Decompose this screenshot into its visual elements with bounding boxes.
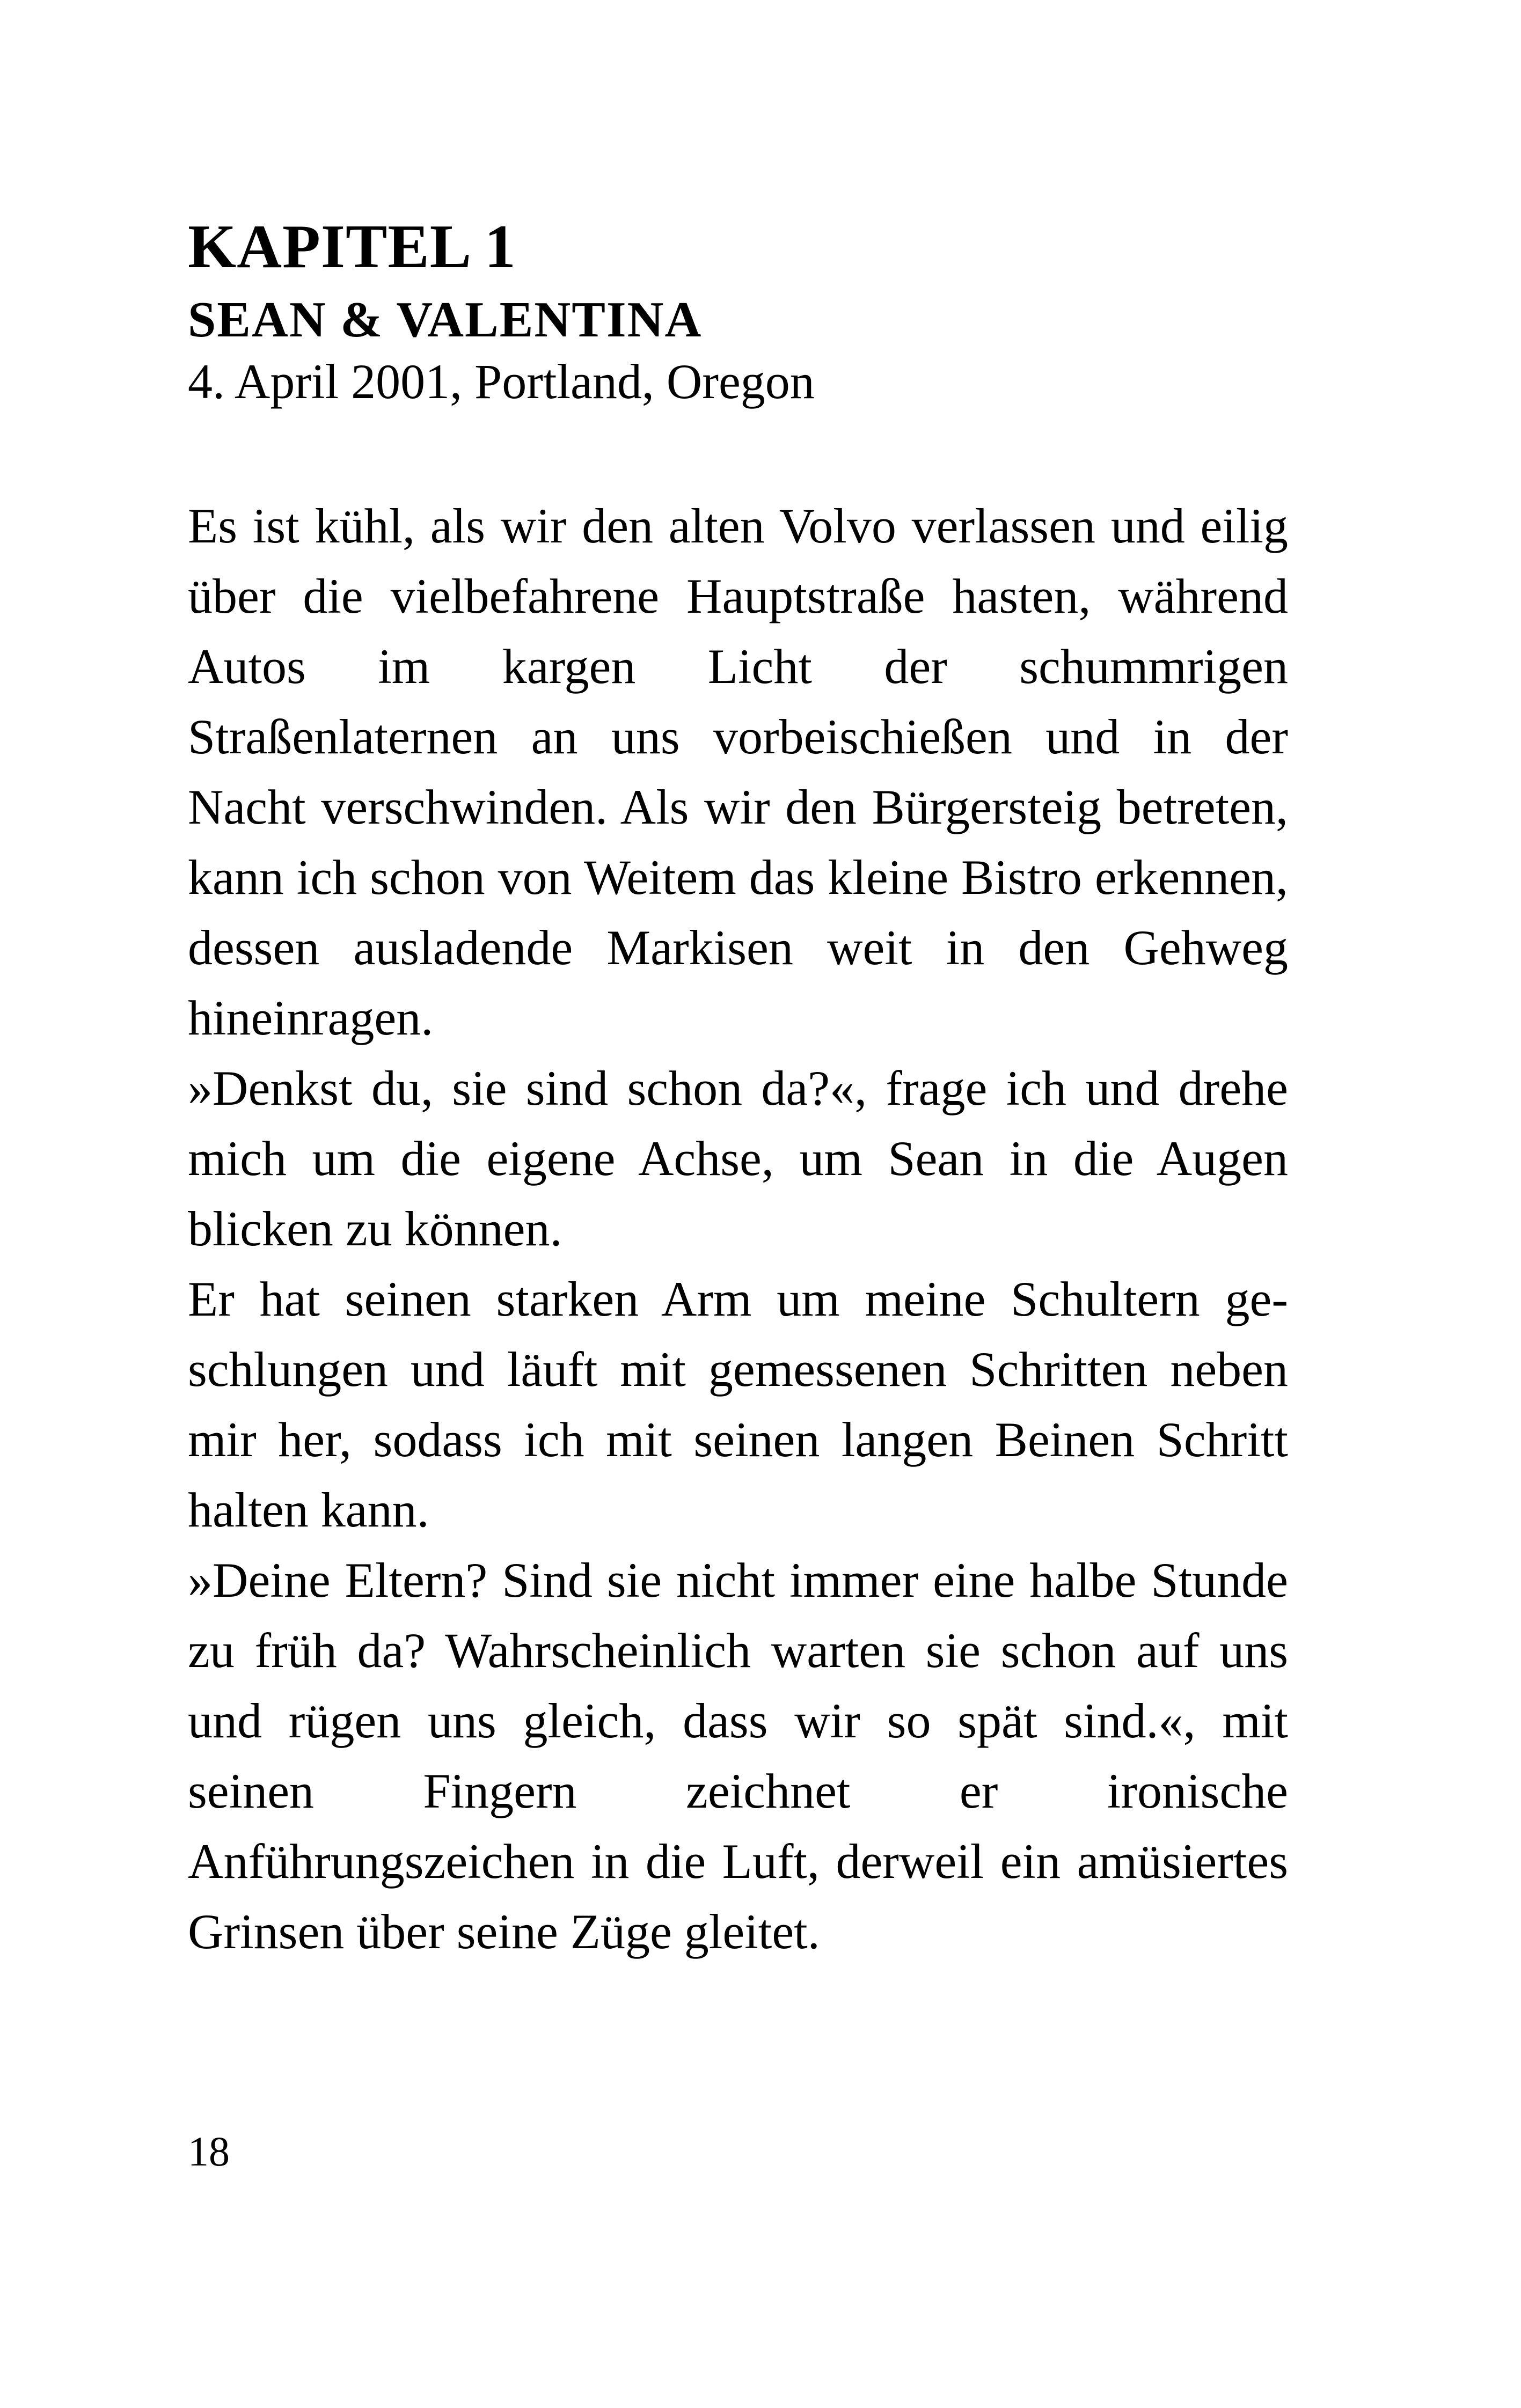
paragraph: Es ist kühl, als wir den alten Volvo verlassen und eilig über die vielbefahrene Hauptstraße hasten, während Autos im kargen Licht der schummrigen Straßenlaternen an uns vorbeischießen und in der Nacht verschwinden. Als wir den Bürgersteig betreten, kann ich schon von Weitem das kleine Bistro erkennen, dessen ausladende Markisen weit in den Gehweg hineinragen. [188, 498, 1288, 1045]
page-number: 18 [188, 2128, 230, 2175]
paragraph: »Deine Eltern? Sind sie nicht immer eine halbe Stunde zu früh da? Wahrscheinlich warten sie schon auf uns und rügen uns gleich, dass wir so spät sind.«, mit seinen Fingern zeichnet er ironische Anführungszeichen in die Luft, derweil ein amüsiertes Grinsen über seine Züge gleitet. [188, 1553, 1288, 1959]
paragraph: Er hat seinen starken Arm um meine Schultern geschlungen und läuft mit gemessenen Schritten neben mir her, sodass ich mit seinen langen Beinen Schritt halten kann. [188, 1272, 1288, 1537]
chapter-number: KAPITEL 1 [188, 212, 516, 281]
chapter-date-location: 4. April 2001, Portland, Oregon [188, 354, 815, 409]
body-text [188, 491, 1288, 1967]
chapter-title: SEAN & VALENTINA [188, 292, 703, 348]
paragraph: »Denkst du, sie sind schon da?«, frage ich und drehe mich um die eigene Achse, um Sean in die Augen blicken zu können. [188, 1061, 1288, 1256]
